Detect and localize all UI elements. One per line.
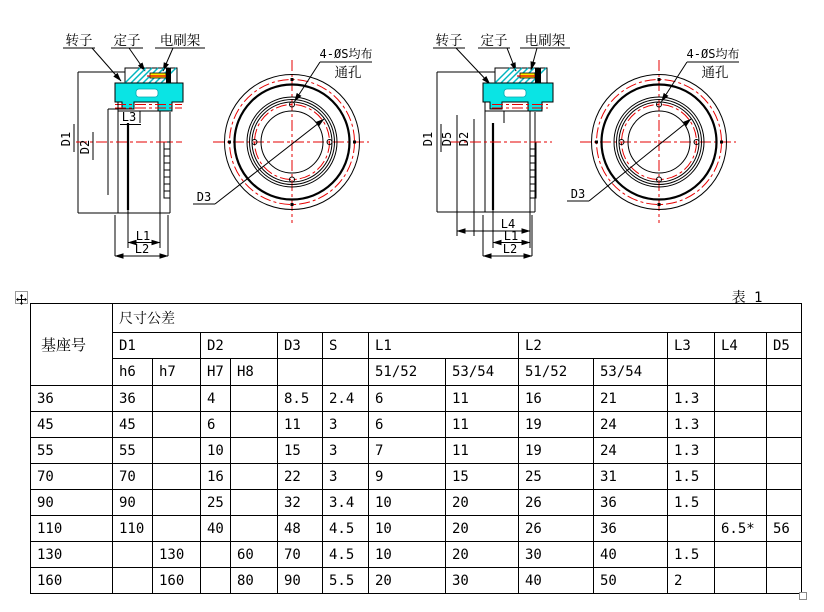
base-number-cell[interactable]: 90	[31, 490, 113, 516]
sub-header-cell[interactable]: H7	[201, 359, 231, 386]
table-cell[interactable]: 30	[519, 542, 594, 568]
table-cell[interactable]: 1.5	[668, 542, 715, 568]
table-cell[interactable]: 11	[446, 438, 519, 464]
table-cell[interactable]: 50	[594, 568, 668, 594]
table-cell[interactable]: 45	[113, 412, 153, 438]
base-number-cell[interactable]: 110	[31, 516, 113, 542]
table-cell[interactable]: 1.3	[668, 412, 715, 438]
sub-header-cell[interactable]: 51/52	[519, 359, 594, 386]
col-group-header-cell[interactable]: S	[323, 333, 369, 359]
table-cell[interactable]: 15	[278, 438, 323, 464]
table-cell[interactable]	[231, 438, 278, 464]
table-cell[interactable]	[153, 438, 201, 464]
base-number-cell[interactable]: 70	[31, 464, 113, 490]
table-cell[interactable]: 1.3	[668, 386, 715, 412]
dim-d1-label: D1	[421, 131, 435, 147]
dim-d3-label: D3	[196, 190, 212, 204]
table-cell[interactable]: 6.5*	[715, 516, 767, 542]
col-group-header-cell[interactable]: D2	[201, 333, 278, 359]
table-cell[interactable]: 10	[369, 490, 446, 516]
col-group-header-cell[interactable]: D1	[113, 333, 201, 359]
table-cell[interactable]	[153, 516, 201, 542]
table-cell[interactable]	[715, 464, 767, 490]
table-cell[interactable]: 31	[594, 464, 668, 490]
table-cell[interactable]: 55	[113, 438, 153, 464]
dim-d1-label: D1	[59, 131, 73, 147]
brush-holder-label: 电刷架	[524, 33, 566, 48]
holes-note-bottom: 通孔	[334, 65, 362, 80]
table-cell[interactable]: 30	[446, 568, 519, 594]
table-cell[interactable]: 36	[594, 516, 668, 542]
table-cell[interactable]: 4	[201, 386, 231, 412]
base-number-cell[interactable]: 55	[31, 438, 113, 464]
table-cell[interactable]	[767, 542, 802, 568]
table-cell[interactable]: 11	[278, 412, 323, 438]
dim-l2-label: L2	[502, 242, 518, 256]
table-cell[interactable]: 15	[446, 464, 519, 490]
table-cell[interactable]: 6	[201, 412, 231, 438]
sub-header-cell[interactable]	[715, 359, 767, 386]
table-cell[interactable]: 40	[594, 542, 668, 568]
table-cell[interactable]: 20	[446, 516, 519, 542]
dim-d2-label: D2	[78, 139, 92, 155]
holes-note-top: 4-ØS均布	[319, 47, 373, 61]
dim-l3-label: L3	[121, 110, 137, 124]
stator-label: 定子	[113, 33, 141, 48]
table-row	[31, 490, 802, 516]
table-row	[31, 464, 802, 490]
table-cell[interactable]: 9	[369, 464, 446, 490]
base-number-cell[interactable]: 160	[31, 568, 113, 594]
table-cell[interactable]: 20	[446, 542, 519, 568]
table-cell[interactable]: 3	[323, 438, 369, 464]
table-cell[interactable]	[767, 438, 802, 464]
sub-header-cell[interactable]: 51/52	[369, 359, 446, 386]
table-cell[interactable]	[231, 386, 278, 412]
table-cell[interactable]: 160	[153, 568, 201, 594]
base-number-cell[interactable]: 130	[31, 542, 113, 568]
d3-callout	[193, 119, 324, 204]
stator-label: 定子	[480, 33, 508, 48]
table-row	[31, 542, 802, 568]
table-cell[interactable]: 32	[278, 490, 323, 516]
col-group-header-cell[interactable]: L3	[668, 333, 715, 359]
table-cell[interactable]: 10	[369, 516, 446, 542]
dim-d5-label: D5	[440, 131, 454, 147]
table-cell[interactable]: 10	[369, 542, 446, 568]
rotor-label: 转子	[435, 33, 463, 48]
table-cell[interactable]	[201, 542, 231, 568]
table-cell[interactable]: 1.3	[668, 438, 715, 464]
table-cell[interactable]: 2	[668, 568, 715, 594]
table-cell[interactable]: 20	[446, 490, 519, 516]
technical-drawing-1[interactable]	[36, 20, 404, 288]
dim-l1-label: L1	[503, 229, 519, 243]
table-cell[interactable]: 25	[519, 464, 594, 490]
table-cell[interactable]	[231, 464, 278, 490]
dim-d3-label: D3	[570, 187, 586, 201]
table-cell[interactable]: 10	[201, 438, 231, 464]
group-header-cell[interactable]: 尺寸公差	[113, 304, 802, 333]
table-cell[interactable]	[767, 464, 802, 490]
table-cell[interactable]: 8.5	[278, 386, 323, 412]
sub-header-cell[interactable]: H8	[231, 359, 278, 386]
terminal-strip	[164, 142, 170, 198]
sub-header-row	[31, 359, 802, 386]
table-cell[interactable]	[767, 568, 802, 594]
table-cell[interactable]	[153, 490, 201, 516]
table-cell[interactable]: 19	[519, 438, 594, 464]
table-row	[31, 412, 802, 438]
table-row	[31, 568, 802, 594]
table-cell[interactable]: 5.5	[323, 568, 369, 594]
table-row	[31, 516, 802, 542]
base-number-cell[interactable]: 36	[31, 386, 113, 412]
side-view	[421, 32, 570, 256]
col-group-header-cell[interactable]: D5	[767, 333, 802, 359]
col-group-header-cell[interactable]: D3	[278, 333, 323, 359]
table-cell[interactable]: 19	[519, 412, 594, 438]
table-cell[interactable]	[153, 386, 201, 412]
table-cell[interactable]	[668, 516, 715, 542]
table-cell[interactable]	[767, 386, 802, 412]
table-caption: 表 1	[731, 290, 763, 306]
move-icon	[16, 294, 27, 305]
sub-header-cell[interactable]	[767, 359, 802, 386]
table-cell[interactable]: 21	[594, 386, 668, 412]
front-view	[193, 46, 372, 223]
table-cell[interactable]: 3	[323, 464, 369, 490]
col-group-header-cell[interactable]: L2	[519, 333, 668, 359]
rotor-section	[115, 83, 183, 111]
dimension-annotations	[421, 124, 532, 256]
dim-d2-label: D2	[457, 131, 471, 147]
corner-header-cell[interactable]: 基座号	[31, 304, 113, 386]
table-cell[interactable]	[715, 542, 767, 568]
sub-header-cell[interactable]	[278, 359, 323, 386]
col-group-header-cell[interactable]: L1	[369, 333, 519, 359]
table-body	[31, 304, 802, 594]
table-cell[interactable]	[153, 464, 201, 490]
table-cell[interactable]: 26	[519, 516, 594, 542]
table-cell[interactable]	[231, 490, 278, 516]
rotor-label: 转子	[65, 33, 93, 48]
technical-drawing-2[interactable]	[404, 20, 776, 288]
holes-note-bottom: 通孔	[701, 65, 729, 80]
col-group-header-cell[interactable]: L4	[715, 333, 767, 359]
table-cell[interactable]: 1.5	[668, 490, 715, 516]
table-cell[interactable]	[715, 568, 767, 594]
table-cell[interactable]: 26	[519, 490, 594, 516]
holes-note-top: 4-ØS均布	[686, 47, 740, 61]
table-row	[31, 386, 802, 412]
table-cell[interactable]: 36	[594, 490, 668, 516]
table-cell[interactable]: 20	[369, 568, 446, 594]
sub-header-cell[interactable]: 53/54	[594, 359, 668, 386]
table-cell[interactable]: 110	[113, 516, 153, 542]
table-cell[interactable]: 80	[231, 568, 278, 594]
table-row	[31, 438, 802, 464]
table-cell[interactable]: 16	[519, 386, 594, 412]
sub-header-cell[interactable]: 53/54	[446, 359, 519, 386]
table-cell[interactable]: 4.5	[323, 516, 369, 542]
table-cell[interactable]: 56	[767, 516, 802, 542]
table-cell[interactable]: 3.4	[323, 490, 369, 516]
table-cell[interactable]: 4.5	[323, 542, 369, 568]
dim-l2-label: L2	[134, 242, 150, 256]
table-cell[interactable]: 25	[201, 490, 231, 516]
sub-header-cell[interactable]	[668, 359, 715, 386]
table-cell[interactable]	[767, 412, 802, 438]
d3-callout	[567, 119, 691, 201]
brush-holder-label: 电刷架	[159, 33, 201, 48]
base-number-cell[interactable]: 45	[31, 412, 113, 438]
table-cell[interactable]: 11	[446, 412, 519, 438]
rotor-section	[483, 83, 553, 111]
sub-header-cell[interactable]	[323, 359, 369, 386]
table-cell[interactable]: 24	[594, 412, 668, 438]
table-cell[interactable]: 40	[201, 516, 231, 542]
table-cell[interactable]	[153, 412, 201, 438]
dimension-table	[30, 303, 802, 594]
table-cell[interactable]: 7	[369, 438, 446, 464]
table-cell[interactable]	[113, 568, 153, 594]
table-cell[interactable]	[201, 568, 231, 594]
table-cell[interactable]: 11	[446, 386, 519, 412]
sub-header-cell[interactable]: h6	[113, 359, 153, 386]
table-cell[interactable]: 6	[369, 412, 446, 438]
table-cell[interactable]	[715, 412, 767, 438]
table-cell[interactable]	[715, 490, 767, 516]
table-cell[interactable]	[715, 386, 767, 412]
dimension-annotations	[59, 110, 168, 256]
table-cell[interactable]: 48	[278, 516, 323, 542]
table-cell[interactable]: 40	[519, 568, 594, 594]
table-move-handle[interactable]	[15, 291, 28, 304]
table-cell[interactable]: 36	[113, 386, 153, 412]
table-cell[interactable]: 3	[323, 412, 369, 438]
col-group-row	[31, 333, 802, 359]
table-cell[interactable]: 24	[594, 438, 668, 464]
dim-l4-label: L4	[500, 217, 516, 231]
table-cell[interactable]: 70	[278, 542, 323, 568]
front-view	[567, 46, 739, 223]
table-cell[interactable]: 90	[113, 490, 153, 516]
table-cell[interactable]	[113, 542, 153, 568]
holes-callout	[295, 46, 373, 102]
table-cell[interactable]: 60	[231, 542, 278, 568]
sub-header-cell[interactable]: h7	[153, 359, 201, 386]
table-cell[interactable]	[715, 438, 767, 464]
label-leader-lines	[456, 48, 537, 84]
table-cell[interactable]: 22	[278, 464, 323, 490]
holes-callout	[662, 46, 740, 102]
table-cell[interactable]	[767, 490, 802, 516]
table-cell[interactable]: 90	[278, 568, 323, 594]
table-cell[interactable]	[231, 516, 278, 542]
side-view	[59, 32, 205, 256]
table-cell[interactable]: 2.4	[323, 386, 369, 412]
table-cell[interactable]: 1.5	[668, 464, 715, 490]
table-cell[interactable]: 6	[369, 386, 446, 412]
table-cell[interactable]: 70	[113, 464, 153, 490]
dim-l1-label: L1	[135, 229, 151, 243]
table-cell[interactable]: 16	[201, 464, 231, 490]
table-cell[interactable]: 130	[153, 542, 201, 568]
table-cell[interactable]	[231, 412, 278, 438]
table-resize-handle[interactable]	[799, 592, 807, 600]
housing-outline	[457, 102, 530, 248]
